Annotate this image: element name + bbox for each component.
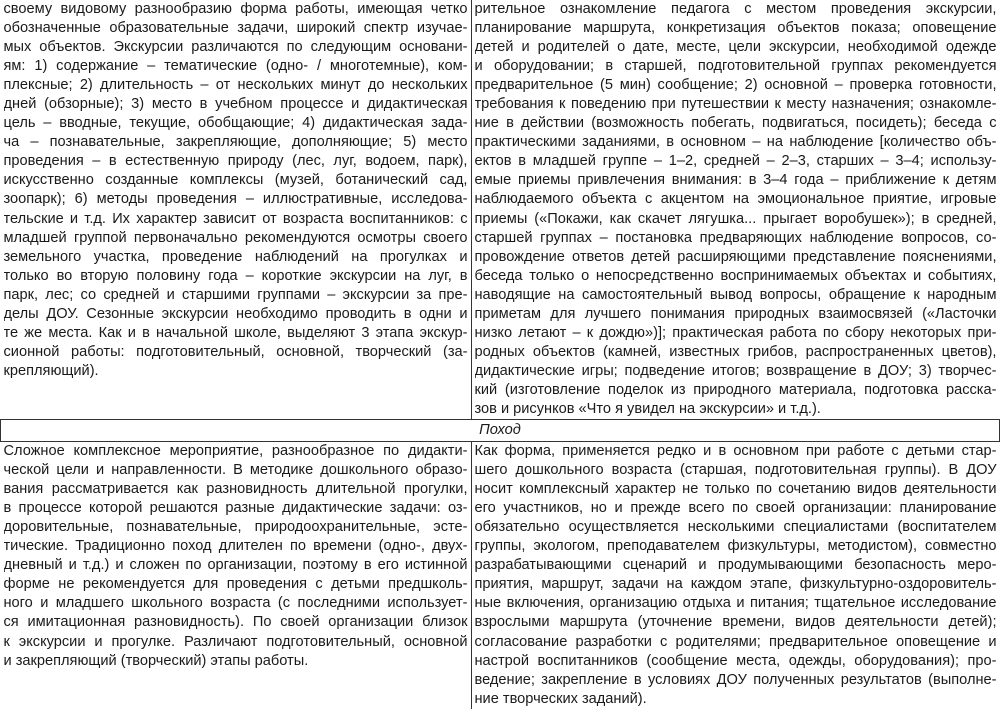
text-line: наблюдаемого объекта с акцентом на эмоциональное приятие, игровые — [474, 191, 997, 208]
text-line: ного и младшего школьного возраста (с последними использует- — [3, 595, 468, 612]
excursion-description-cell — [1, 0, 472, 420]
hike-description-cell — [1, 442, 472, 709]
text-line: наводящие на самостоятельный вывод вопросы, обращение к народным — [474, 286, 997, 303]
text-line: ча – познавательные, закрепляющие, дополняющие; 5) место — [3, 134, 468, 151]
text-line: тические. Традиционно поход длителен по времени (одно-, двух- — [3, 538, 468, 555]
text-line: низко летают – к дождю»)]; практическая работа по сбору некоторых при- — [474, 324, 997, 341]
text-line: приемы («Покажи, как скачет лягушка... прыгает воробушек»); в средней, — [474, 210, 997, 227]
text-line: обозначенные образовательные задачи, широкий спектр изучае- — [3, 20, 468, 37]
text-line: ные включения, организацию отдыха и питания; тщательное исследование — [474, 595, 997, 612]
text-line: плексные; 2) длительность – от нескольких минут до нескольких — [3, 77, 468, 94]
text-line: цель – вводные, текущие, обобщающие; 4) дидактическая зада- — [3, 115, 468, 132]
text-line: вания рассматривается как разновидность длительной прогулки, — [3, 481, 468, 498]
excursion-method-cell — [471, 0, 1000, 420]
text-line: Сложное комплексное мероприятие, разнообразное по дидакти- — [3, 443, 468, 460]
text-line: ческой цели и направленности. В методике дошкольного образо- — [3, 462, 468, 479]
text-line: доровительные, познавательные, природоохранительные, эсте- — [3, 519, 468, 536]
text-line: ектов в младшей группе – 1–2, средней – 2–3, старших – 3–4; использу- — [474, 153, 997, 170]
text-line: к экскурсии и прогулке. Различают подготовительный, основной — [3, 633, 468, 650]
text-line: планирование маршрута, конкретизация объектов показа; оповещение — [474, 20, 997, 37]
text-line: искусственно созданные комплексы (музей, ботанический сад, — [3, 172, 468, 189]
text-line: согласование разработки с родителями; предварительное оповещение и — [474, 633, 997, 650]
text-line: своему видовому разнообразию форма работы, имеющая четко — [3, 1, 468, 17]
text-line: детей и родителей о дате, месте, цели экскурсии, необходимой одежде — [474, 39, 997, 56]
text-line: предварительное (5 мин) сообщение; 2) основной – проверка готовности, — [474, 77, 997, 94]
hike-row — [1, 442, 1000, 709]
text-line: Как форма, применяется редко и в основном при работе с детьми стар- — [474, 443, 997, 460]
text-line: мых объектов. Экскурсии различаются по следующим основани- — [3, 39, 468, 56]
text-line: форме не рекомендуется для проведения с детьми предшколь- — [3, 576, 468, 593]
text-line: парк, лес; со средней и старшими группами – экскурсии за пре- — [3, 286, 468, 303]
text-line: провождение ответов детей расширяющими представление пояснениями, — [474, 248, 997, 265]
text-line: проведения – в естественную природу (лес, луг, водоем, парк), — [3, 153, 468, 170]
text-line: рительное ознакомление педагога с местом проведения экскурсии, — [474, 1, 997, 17]
text-line: земельного участка, проведение наблюдений на прогулках и — [3, 248, 468, 265]
text-line: те же места. Как и в начальной школе, выделяют 3 этапа экскур- — [3, 324, 468, 341]
text-line: только во вторую половину года – короткие экскурсии на луг, в — [3, 267, 468, 284]
text-line: настрой воспитанников (сообщение места, одежды, оборудования); про- — [474, 652, 997, 669]
text-line: ям: 1) содержание – тематические (одно- / многотемные), ком- — [3, 58, 468, 75]
text-line: взрослыми маршрута (уточнение времени, видов деятельности детей); — [474, 614, 997, 631]
hike-method-cell — [471, 442, 1000, 709]
text-line: дней (обзорные); 3) место в учебном процессе и дидактическая — [3, 96, 468, 113]
text-line: приметам для лучшего понимания природных взаимосвязей («Ласточки — [474, 305, 997, 322]
text-line: требования к поведению при путешествии к месту назначения; ознакомле- — [474, 96, 997, 113]
text-line: и оборудовании; в старшей, подготовительной группах рекомендуется — [474, 58, 997, 75]
text-line: ние творческих заданий). — [474, 690, 647, 707]
text-line: ведение; закрепление в условиях ДОУ полученных результатов (выполне- — [474, 671, 997, 688]
section-heading-row — [1, 420, 1000, 442]
text-line: шего дошкольного возраста (старшая, подготовительная группы). В ДОУ — [474, 462, 997, 479]
text-line: делы ДОУ. Сезонные экскурсии необходимо проводить в одни и — [3, 305, 468, 322]
text-line: его участников, но и прежде всего по своей организации: планирование — [474, 500, 997, 517]
text-line: крепляющий). — [3, 362, 99, 379]
text-line: дневный и т.д.) и сложен по организации, поэтому в его истинной — [3, 557, 468, 574]
text-line: в процессе которой решаются разные дидактические задачи: оз- — [3, 500, 468, 517]
text-line: ние в действии (возможность побегать, подвигаться, посидеть); беседа с — [474, 115, 997, 132]
text-line: обязательно осуществляется несколькими специалистами (воспитателем — [474, 519, 997, 536]
text-line: приятия, маршрут, задачи на каждом этапе, физкультурно-оздоровитель- — [474, 576, 997, 593]
section-title: Поход — [1, 420, 1000, 442]
text-line: емые приемы привлечения внимания: в 3–4 года – приближение к детям — [474, 172, 997, 189]
text-line: младшей группой первоначально рекомендуются осмотры своего — [3, 229, 468, 246]
text-line: родных объектов (камней, известных грибов, распространенных цветов), — [474, 343, 997, 360]
text-line: группы, экологом, преподавателем физкультуры, методистом), совместно — [474, 538, 997, 555]
text-line: и закрепляющий (творческий) этапы работы. — [3, 652, 309, 669]
text-line: зов и рисунков «Что я увидел на экскурсии» и т.д.). — [474, 400, 821, 417]
text-line: разрабатывающими сценарий и продумывающими безопасность меро- — [474, 557, 997, 574]
text-line: носит комплексный характер не только по сочетанию видов деятельности — [474, 481, 997, 498]
text-line: беседа только о непосредственно воспринимаемых объектах и событиях, — [474, 267, 997, 284]
text-line: старшей группах – постановка предваряющих наблюдение вопросов, со- — [474, 229, 997, 246]
text-line: зоопарк); 6) методы проведения – иллюстративные, исследова- — [3, 191, 468, 208]
text-line: сионной работы: подготовительный, основной, творческий (за- — [3, 343, 468, 360]
excursion-row — [1, 0, 1000, 420]
text-line: дидактические игры; подведение итогов; возвращение в ДОУ; 3) творчес- — [474, 362, 997, 379]
text-line: ся имитационная разновидность). По своей организации близок — [3, 614, 468, 631]
text-line: тельские и т.д. Их характер зависит от возраста воспитанников: с — [3, 210, 468, 227]
text-line: практическими заданиями, в основном – на наблюдение [количество объ- — [474, 134, 997, 151]
text-line: кий (изготовление поделок из природного материала, подготовка расска- — [474, 381, 997, 398]
